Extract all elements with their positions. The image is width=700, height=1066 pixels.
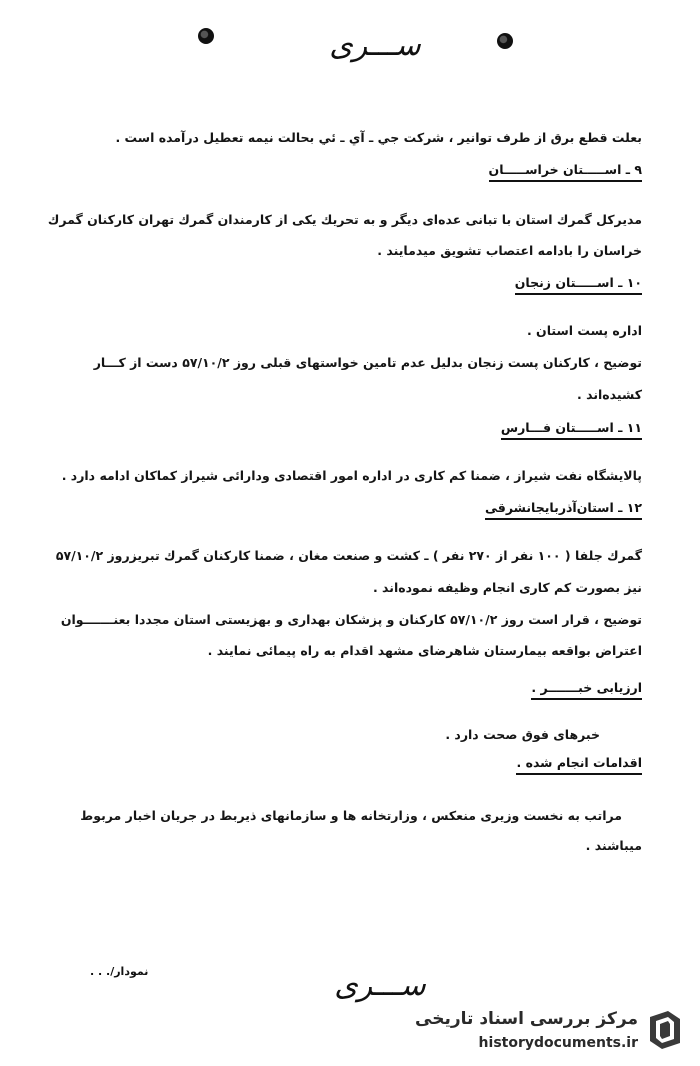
body-line: خراسان را بادامه اعتصاب تشويق ميدمايند .	[377, 243, 642, 258]
body-line: نيز بصورت كم كارى انجام وظيفه نموده‌اند .	[372, 580, 642, 595]
body-line: مديركل گمرك استان با تبانى عده‌اى ديگر و به تحريك يكى از كارمندان گمرك تهران كاركنان گمرك	[47, 212, 642, 227]
body-line: كشيده‌اند .	[577, 387, 642, 402]
seal-mark-left	[198, 28, 214, 44]
section-heading-khorasan: ۹ ـ اســـــتان خراســـــان	[489, 162, 642, 182]
archive-logo-icon	[646, 1009, 684, 1051]
body-line: توضيح ، قرار است روز ۵۷/۱۰/۲ كاركنان و پزشكان بهدارى و بهزيستى استان مجددا بعنـــــــوان	[60, 612, 642, 627]
body-line: خبرهاى فوق صحت دارد .	[445, 727, 600, 742]
classification-stamp-bottom: ســـرى	[334, 968, 426, 1003]
body-line: بعلت قطع برق از طرف توانير ، شركت جي ـ آي ـ ئي بحالت نيمه تعطيل درآمده است .	[115, 130, 642, 145]
section-heading-actions: اقدامات انجام شده .	[516, 755, 642, 775]
body-line: مراتب به نخست وزيرى منعكس ، وزارتخانه ها و سازمانهاى ذيربط در جريان اخبار مربوط	[80, 808, 622, 823]
section-heading-fars: ۱۱ ـ اســـــتان فـــارس	[501, 420, 642, 440]
body-line: توضيح ، كاركنان پست زنجان بدليل عدم تامين خواستهاى قبلى روز ۵۷/۱۰/۲ دست از كـــار	[93, 355, 642, 370]
seal-mark-right	[497, 33, 513, 49]
section-heading-assessment: ارزيابى خبـــــــر .	[531, 680, 642, 700]
section-heading-east-azarbaijan: ۱۲ ـ استان‌آذربايجانشرقى	[485, 500, 642, 520]
body-line: اعتراض بواقعه بيمارستان شاهرضاى مشهد اقدام به راه پيمائى نمايند .	[207, 643, 642, 658]
section-heading-zanjan: ۱۰ ـ اســـــتان زنجان	[515, 275, 642, 295]
body-line: پالايشگاه نفت شيراز ، ضمنا كم كارى در اداره امور اقتصادى ودارائى شيراز كماكان ادامه دارد .	[61, 468, 642, 483]
body-line: گمرك جلفا ( ۱۰۰ نفر از ۲۷۰ نفر ) ـ كشت و صنعت مغان ، ضمنا كاركنان گمرك تبريزروز ۵۷/۱۰/۲	[55, 548, 642, 563]
body-line: اداره پست استان .	[526, 323, 642, 338]
body-line: ميباشند .	[585, 838, 642, 853]
archive-logo-url: historydocuments.ir	[478, 1035, 638, 1051]
archive-logo	[415, 1005, 690, 1060]
archive-logo-persian-text: مرکز بررسی اسناد تاریخی	[415, 1009, 638, 1029]
classification-stamp-top: ســـرى	[329, 28, 421, 63]
reference-number: نمودار/. . .	[90, 965, 149, 978]
